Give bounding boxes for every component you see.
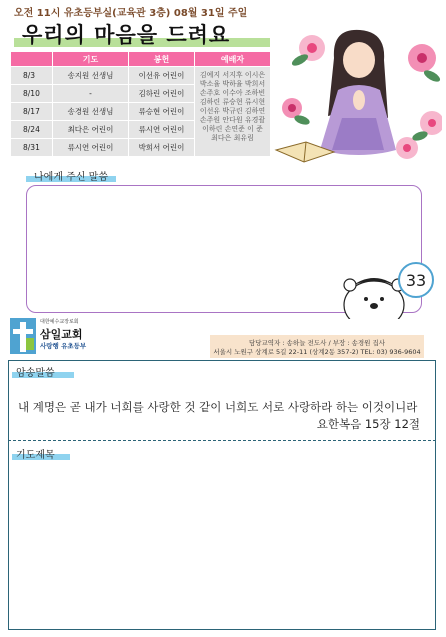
table-header-row — [11, 52, 271, 67]
word-section-label: 나에게 주신 말씀 — [34, 172, 108, 183]
table-header-blank — [11, 52, 53, 67]
row-offering: 김하린 어린이 — [129, 85, 195, 103]
worshipper-names — [195, 67, 271, 157]
row-prayer: - — [53, 85, 129, 103]
row-offering: 류시연 어린이 — [129, 121, 195, 139]
row-prayer: 류시연 어린이 — [53, 139, 129, 157]
worshipper-line: 최다은 최유림 — [211, 134, 254, 142]
worshipper-line: 이선유 박규린 김하연 — [199, 107, 266, 115]
church-department: 사랑행 유초등부 — [40, 342, 87, 350]
table-header-worshippers: 예배자 — [195, 52, 271, 67]
worshipper-line: 손주원 안다원 유경괄 — [199, 116, 266, 124]
row-date: 8/3 — [11, 67, 53, 85]
worshipper-line: 손주호 이수아 조하빈 — [199, 89, 266, 97]
praying-girl-illustration — [272, 18, 442, 168]
badge-number: 33 — [405, 271, 427, 290]
row-date: 8/31 — [11, 139, 53, 157]
row-date: 8/24 — [11, 121, 53, 139]
church-logo — [8, 316, 118, 356]
row-offering: 류승현 어린이 — [129, 103, 195, 121]
memory-verse-text: 내 계명은 곧 내가 너희를 사랑한 것 같이 너희도 서로 사랑하라 하는 이것이니라 — [18, 400, 418, 414]
address-line: 서울시 노원구 상계로 5길 22-11 (상계2동 357-2) TEL: 03) 936-9604 — [213, 348, 421, 356]
staff-line: 담당교역자 : 송하늘 전도사 / 부장 : 송경원 집사 — [248, 339, 386, 347]
memory-section-label: 암송말씀 — [16, 368, 55, 379]
table-row — [11, 67, 271, 85]
bear-mascot-illustration — [334, 259, 440, 319]
memory-verse-reference: 요한복음 15장 12절 — [316, 417, 420, 431]
girl-face — [343, 42, 375, 78]
row-date: 8/10 — [11, 85, 53, 103]
contact-info-box — [210, 335, 424, 358]
header-info: 오전 11시 유초등부실(교육관 3층) 08월 31일 주일 — [14, 8, 248, 19]
table-header-offering: 봉헌 — [129, 52, 195, 67]
row-offering: 박희서 어린이 — [129, 139, 195, 157]
prayer-topics-label: 기도제목 — [16, 450, 55, 461]
section-divider — [8, 440, 436, 441]
row-prayer: 송지원 선생님 — [53, 67, 129, 85]
worshipper-line: 김예지 서지후 이시은 — [199, 71, 266, 79]
church-denomination: 대한예수교장로회 — [40, 319, 79, 325]
praying-hands — [353, 90, 365, 110]
worshipper-line: 김하린 류승현 류시현 — [199, 98, 266, 106]
row-offering: 이선유 어린이 — [129, 67, 195, 85]
worshipper-line: 이하린 손연준 이 준 — [202, 125, 263, 133]
row-prayer: 송경원 선생님 — [53, 103, 129, 121]
cross-icon — [10, 318, 36, 354]
worshipper-line: 박소율 박하율 박희서 — [199, 80, 266, 88]
row-date: 8/17 — [11, 103, 53, 121]
table-header-prayer: 기도 — [53, 52, 129, 67]
church-name: 삼일교회 — [40, 328, 83, 341]
row-prayer: 최다은 어린이 — [53, 121, 129, 139]
page-title: 우리의 마음을 드려요 — [22, 23, 231, 47]
prayer-table — [10, 51, 271, 157]
